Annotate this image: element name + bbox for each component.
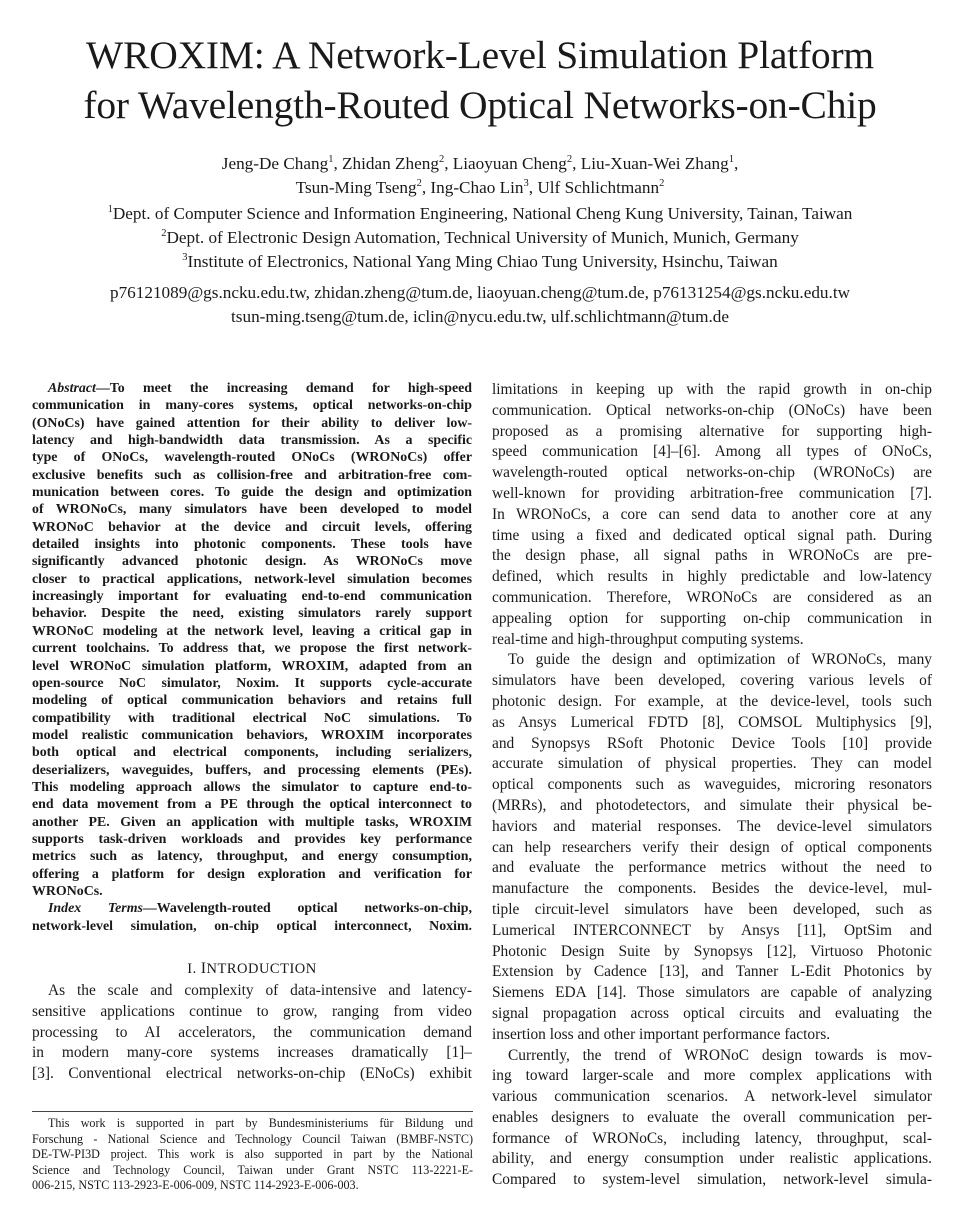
author-affiliation-mark: 1 (728, 154, 734, 165)
body-line: Lumerical INTERCONNECT by Ansys [11], OptSim and (492, 921, 932, 939)
body-line: As the scale and complexity of data-intensive and latency- (48, 982, 472, 999)
section-title-rest: NTRODUCTION (206, 961, 317, 977)
affiliation (0, 250, 960, 274)
email-list (0, 281, 960, 329)
body-line: photonic design. For example, at the device-level, tools such (492, 692, 932, 710)
body-line: Compared to system-level simulation, network-level simula- (492, 1171, 932, 1189)
line-text: —Wavelength-routed optical networks-on-chip, (142, 901, 472, 917)
body-line: sensitive applications continue to grow, ranging from video (32, 1002, 472, 1020)
author-name: Liu-Xuan-Wei Zhang (580, 154, 729, 173)
title-line: WROXIM: A Network-Level Simulation Platform (86, 33, 874, 77)
abstract-line: modeling of optical communication behaviors and retains full (32, 693, 472, 709)
body-line: Siemens EDA [14]. Those simulators are capable of analyzing (492, 984, 932, 1002)
body-line: proposed as a promising alternative for supporting high- (492, 422, 932, 440)
abstract-line: supports task-driven workloads and provides key performance (32, 831, 472, 847)
affiliation-number: 2 (161, 228, 167, 239)
body-line: [3]. Conventional electrical networks-on-chip (ENoCs) exhibit (32, 1065, 472, 1083)
paragraph (492, 650, 932, 1045)
body-line: various communication scenarios. A network-level simulator (492, 1088, 932, 1106)
index-terms (32, 900, 472, 935)
abstract-line: latency and high-bandwidth data transmission. As a specific (32, 433, 472, 449)
author-line: Tsun-Ming Tseng$^2$, Ing-Chao Lin$^3$, Ulf Schlichtmann$^2$ (295, 178, 665, 197)
body-line: In WRONoCs, a core can send data to another core at any (492, 505, 932, 523)
affiliation (0, 202, 960, 226)
line-text: —To meet the increasing demand for high-speed (95, 381, 472, 396)
footnote-line: This work is supported in part by Bundesministeriums für Bildung und (48, 1116, 473, 1130)
body-line: as Ansys Lumerical FDTD [8], COMSOL Multiphysics [9], (492, 713, 932, 731)
abstract-line: significantly advanced photonic design. As WRONoCs move (32, 554, 472, 570)
body-line: in modern many-core systems increases dramatically [1]– (32, 1044, 472, 1062)
body-line: enables designers to evaluate the overall communication per- (492, 1108, 932, 1126)
body-line: Currently, the trend of WRONoC design towards is mov- (508, 1046, 932, 1064)
author-affiliation-mark: 3 (523, 178, 529, 189)
intro-paragraph-left (32, 981, 472, 1085)
abstract-line (32, 380, 472, 397)
body-line: To guide the design and optimization of WRONoCs, many (508, 651, 932, 669)
paragraph (492, 380, 932, 650)
body-line: simulators have been developed, covering various levels of (492, 672, 932, 690)
abstract-line: increasingly important for evaluating end-to-end communication (32, 589, 472, 605)
abstract-line: WRONoCs. (32, 883, 103, 899)
body-line: and Synopsys RSoft Photonic Device Tools [10] provide (492, 734, 932, 752)
section-title-initial: I (200, 960, 207, 977)
abstract-line: behavior. Despite the need, existing simulators rarely support (32, 606, 472, 622)
body-line: haviors and material responses. The device-level simulators (492, 817, 932, 835)
author-affiliation-mark: 1 (328, 154, 334, 165)
body-line: speed communication [4]–[6]. Among all types of ONoCs, (492, 443, 932, 461)
affiliation-list (0, 202, 960, 274)
abstract-line: WRONoC modeling at the network level, leaving a critical gap in (32, 623, 472, 639)
body-line: accurate simulation of physical properties. They can model (492, 755, 932, 773)
author-list (0, 152, 960, 200)
abstract-line: communication in many-cores systems, optical networks-on-chip (32, 398, 472, 414)
abstract-line: of WRONoCs, many simulators have been developed to model (32, 502, 472, 518)
author-name: Ing-Chao Lin (430, 178, 524, 197)
abstract (32, 380, 472, 900)
abstract-label: Abstract (48, 381, 96, 396)
body-line: tiple circuit-level simulators have been developed, such as (492, 900, 932, 918)
author-line: Jeng-De Chang$^1$, Zhidan Zheng$^2$, Liaoyuan Cheng$^2$, Liu-Xuan-Wei Zhang$^1$, (221, 154, 739, 173)
email-line: tsun-ming.tseng@tum.de, iclin@nycu.edu.tw, ulf.schlichtmann@tum.de (231, 307, 729, 326)
abstract-line: both optical and electrical components, including serializers, (32, 745, 472, 761)
body-line: ing toward larger-scale and more complex applications with (492, 1067, 932, 1085)
abstract-line: model realistic communication behaviors, WROXIM incorporates (32, 727, 472, 743)
body-line: wavelength-routed optical networks-on-chip (WRONoCs) are (492, 464, 932, 482)
body-line: communication. Optical networks-on-chip (ONoCs) have been (492, 401, 932, 419)
right-column (492, 380, 932, 1191)
footnote-line: Forschung - National Science and Technology Council Taiwan (BMBF-NSTC) (32, 1131, 473, 1146)
footnote-line: 006-215, NSTC 113-2923-E-006-009, NSTC 114-2923-E-006-003. (32, 1178, 359, 1193)
author-affiliation-mark: 2 (659, 178, 665, 189)
abstract-line: This modeling approach allows the simulator to capture end-to- (32, 779, 472, 795)
body-line: the design phase, all signal paths in WRONoCs are pre- (492, 547, 932, 565)
body-line: and evaluate the performance metrics without the need to (492, 859, 932, 877)
affiliation-number: 1 (107, 204, 113, 215)
body-line: processing to AI accelerators, the communication demand (32, 1023, 472, 1041)
abstract-line: type of ONoCs, wavelength-routed ONoCs (WRONoCs) offer (32, 450, 472, 466)
body-line: manufacture the components. Besides the device-level, mul- (492, 880, 932, 898)
body-line: optical components such as waveguides, microring resonators (492, 776, 932, 794)
body-line: signal propagation across optical circuits and evaluating the (492, 1004, 932, 1022)
abstract-line: exclusive benefits such as collision-free and arbitration-free com- (32, 467, 472, 483)
author-name: Liaoyuan Cheng (452, 154, 567, 173)
abstract-line: open-source NoC simulator, Noxim. It supports cycle-accurate (32, 675, 472, 691)
affiliation-text: Dept. of Computer Science and Information Engineering, National Cheng Kung University, Tainan, Taiwan (112, 204, 853, 223)
body-line: Photonic Design Suite by Synopsys [12], Virtuoso Photonic (492, 942, 932, 960)
author-name: Jeng-De Chang (221, 154, 329, 173)
body-line: insertion loss and other important performance factors. (492, 1025, 831, 1043)
footnote-divider (32, 1111, 473, 1112)
abstract-line: closer to practical applications, network-level simulation becomes (32, 571, 472, 587)
author-name: Ulf Schlichtmann (537, 178, 660, 197)
affiliation-text: Institute of Electronics, National Yang Ming Chiao Tung University, Hsinchu, Taiwan (187, 252, 778, 271)
left-column (32, 380, 472, 1085)
abstract-line: offering a platform for design exploration and verification for (32, 866, 472, 882)
abstract-line: end data movement from a PE through the optical interconnect to (32, 797, 472, 813)
body-line: defined, which results in highly predictable and low-latency (492, 568, 932, 586)
index-terms-label: Index Terms (48, 901, 143, 917)
abstract-line: deserializers, waveguides, buffers, and processing elements (PEs). (32, 762, 472, 778)
affiliation-text: Dept. of Electronic Design Automation, Technical University of Munich, Munich, Germany (166, 228, 799, 247)
section-number: I. (187, 961, 197, 977)
footnote-line: Science and Technology Council, Taiwan under Grant NSTC 113-2221-E- (32, 1162, 473, 1177)
footnote-line: DE-TW-PI3D project. This work is also supported in part by the National (32, 1147, 473, 1162)
abstract-line: current toolchains. To address that, we propose the first network- (32, 641, 472, 657)
body-line: communication. Therefore, WRONoCs are considered as an (492, 588, 932, 606)
section-heading-introduction (32, 957, 472, 981)
body-line: Extension by Cadence [13], and Tanner L-Edit Photonics by (492, 963, 932, 981)
abstract-line: level WRONoC simulation platform, WROXIM, adapted from an (32, 658, 472, 674)
body-line: well-known for providing arbitration-free communication [7]. (492, 484, 932, 502)
body-line: ability, and energy consumption under realistic applications. (492, 1150, 932, 1168)
affiliation-number: 3 (182, 252, 188, 263)
abstract-line: WRONoC behavior at the device and circuit levels, offering (32, 519, 472, 535)
abstract-line: compatibility with traditional electrical NoC simulations. To (32, 710, 472, 726)
email-line: p76121089@gs.ncku.edu.tw, zhidan.zheng@tum.de, liaoyuan.cheng@tum.de, p76131254@gs.ncku.edu.tw (109, 283, 851, 302)
author-affiliation-mark: 2 (566, 154, 573, 165)
footnote (32, 1116, 473, 1194)
abstract-line: munication between cores. To guide the design and optimization (32, 485, 472, 501)
body-line: limitations in keeping up with the rapid growth in on-chip (492, 381, 932, 398)
author-affiliation-mark: 2 (416, 178, 422, 189)
body-line: appealing option for supporting on-chip communication in (492, 609, 932, 627)
paragraph (492, 1046, 932, 1192)
author-affiliation-mark: 2 (438, 154, 445, 165)
abstract-line: another PE. Given an application with multiple tasks, WROXIM (32, 814, 472, 830)
body-line: formance of WRONoCs, including latency, throughput, scal- (492, 1129, 932, 1147)
body-line: (MRRs), and photodetectors, and simulate their physical be- (492, 796, 932, 814)
title-line: for Wavelength-Routed Optical Networks-on-Chip (83, 83, 877, 127)
abstract-line: metrics such as latency, throughput, and energy consumption, (32, 849, 472, 865)
body-line: time using a fixed and dedicated optical signal path. During (492, 526, 932, 544)
abstract-line: detailed insights into photonic components. These tools have (32, 537, 472, 553)
body-line: can help researchers verify their design of optical components (492, 838, 932, 856)
author-name: Zhidan Zheng (342, 154, 439, 173)
paper-title (0, 30, 960, 130)
abstract-line: (ONoCs) have gained attention for their ability to deliver low- (32, 415, 472, 431)
intro-continued (492, 380, 932, 1191)
index-terms-line (32, 900, 472, 917)
author-name: Tsun-Ming Tseng (295, 178, 417, 197)
affiliation (0, 226, 960, 250)
index-terms-line: network-level simulation, on-chip optical interconnect, Noxim. (32, 918, 472, 934)
body-line: real-time and high-throughput computing systems. (492, 630, 804, 648)
